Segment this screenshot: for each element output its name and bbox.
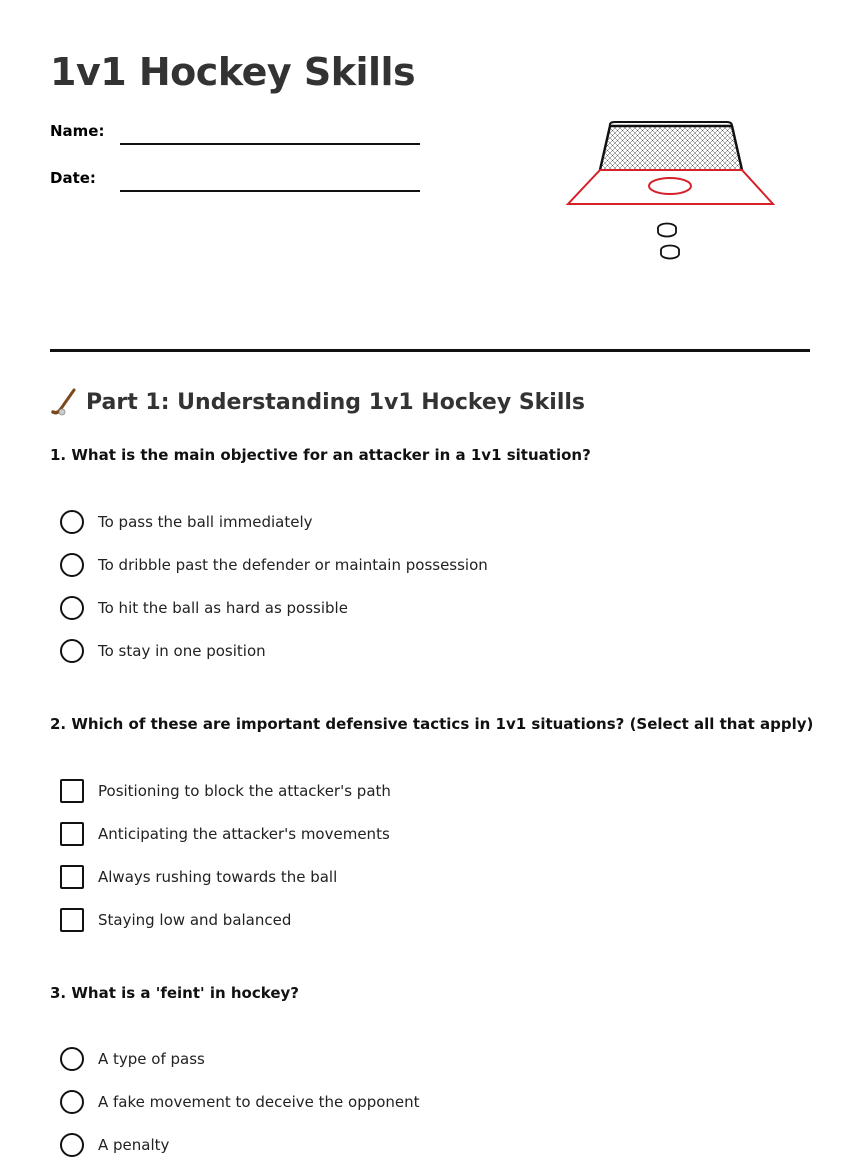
q2-option-1[interactable]	[60, 778, 391, 804]
option-label: Anticipating the attacker's movements	[98, 825, 390, 843]
option-label: A type of pass	[98, 1050, 205, 1068]
q1-option-2[interactable]	[60, 552, 488, 578]
divider	[50, 349, 810, 352]
q3-option-1[interactable]	[60, 1046, 205, 1072]
page-title: 1v1 Hockey Skills	[50, 50, 416, 94]
q3-option-2[interactable]	[60, 1089, 420, 1115]
option-label: To pass the ball immediately	[98, 513, 313, 531]
checkbox[interactable]	[60, 865, 84, 889]
option-label: To hit the ball as hard as possible	[98, 599, 348, 617]
radio-button[interactable]	[60, 596, 84, 620]
hockey-puck-icon	[658, 224, 679, 259]
option-label: To dribble past the defender or maintain possession	[98, 556, 488, 574]
q1-option-3[interactable]	[60, 595, 348, 621]
question-2-text: 2. Which of these are important defensive tactics in 1v1 situations? (Select all that apply)	[50, 715, 814, 733]
q2-option-4[interactable]	[60, 907, 291, 933]
date-label: Date:	[50, 169, 96, 187]
q2-option-3[interactable]	[60, 864, 337, 890]
q2-option-2[interactable]	[60, 821, 390, 847]
option-label: Staying low and balanced	[98, 911, 292, 929]
hockey-stick-icon	[50, 388, 78, 416]
option-label: Always rushing towards the ball	[98, 868, 338, 886]
question-1-text: 1. What is the main objective for an attacker in a 1v1 situation?	[50, 446, 591, 464]
radio-button[interactable]	[60, 553, 84, 577]
option-label: Positioning to block the attacker's path	[98, 782, 391, 800]
checkbox[interactable]	[60, 822, 84, 846]
radio-button[interactable]	[60, 1090, 84, 1114]
section-title: Part 1: Understanding 1v1 Hockey Skills	[86, 389, 586, 415]
name-label: Name:	[50, 122, 105, 140]
radio-button[interactable]	[60, 510, 84, 534]
checkbox[interactable]	[60, 908, 84, 932]
radio-button[interactable]	[60, 1047, 84, 1071]
q1-option-1[interactable]	[60, 509, 313, 535]
option-label: A fake movement to deceive the opponent	[98, 1093, 420, 1111]
date-input-line[interactable]	[120, 190, 420, 192]
radio-button[interactable]	[60, 639, 84, 663]
checkbox[interactable]	[60, 779, 84, 803]
q3-option-3[interactable]	[60, 1132, 169, 1158]
radio-button[interactable]	[60, 1133, 84, 1157]
option-label: To stay in one position	[98, 642, 266, 660]
name-input-line[interactable]	[120, 143, 420, 145]
question-3-text: 3. What is a 'feint' in hockey?	[50, 984, 299, 1002]
q1-option-4[interactable]	[60, 638, 266, 664]
option-label: A penalty	[98, 1136, 170, 1154]
section-heading	[50, 388, 585, 416]
hockey-goal-icon	[560, 118, 780, 268]
